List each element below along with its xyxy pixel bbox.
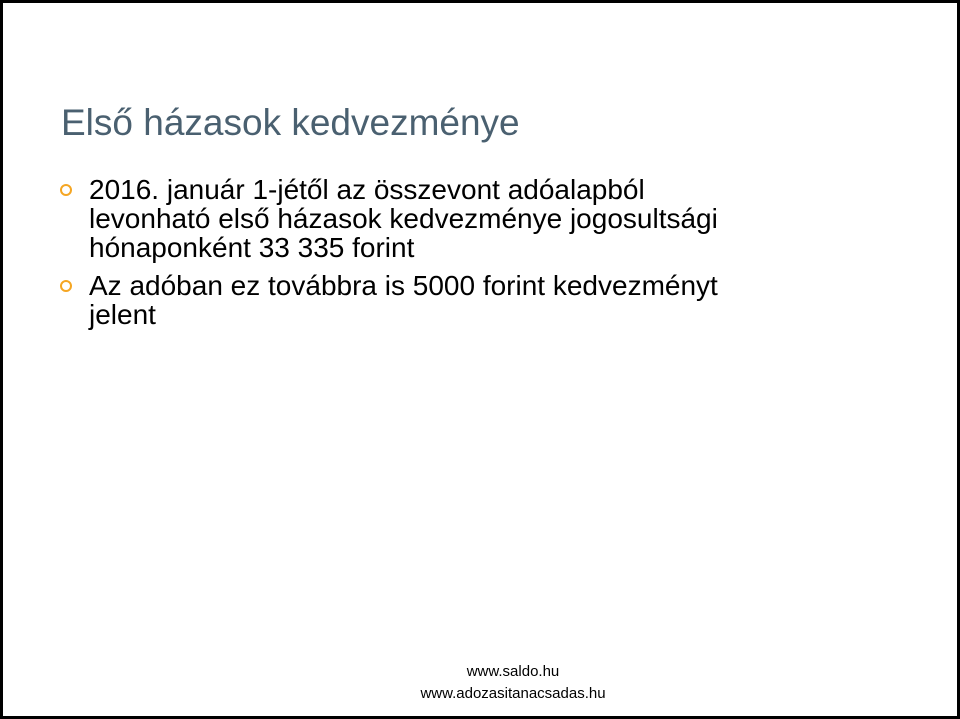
bullet-item (57, 175, 837, 262)
ring-bullet-icon (60, 184, 72, 196)
bullet-list (57, 175, 837, 338)
bullet-text-line: 2016. január 1-jétől az összevont adóalapból (89, 174, 645, 205)
footer (363, 661, 663, 705)
ring-bullet-icon (60, 280, 72, 292)
bullet-text-line: Az adóban ez továbbra is 5000 forint kedvezményt (89, 270, 718, 301)
bullet-text-line: levonható első házasok kedvezménye jogosultsági (89, 203, 718, 234)
bullet-item (57, 271, 837, 329)
slide-title: Első házasok kedvezménye (61, 102, 520, 143)
bullet-text-line: jelent (89, 299, 156, 330)
footer-link-saldo: www.saldo.hu (466, 663, 560, 680)
bullet-text-line: hónaponként 33 335 forint (89, 232, 415, 263)
footer-link-adozasitanacsadas: www.adozasitanacsadas.hu (420, 685, 606, 702)
